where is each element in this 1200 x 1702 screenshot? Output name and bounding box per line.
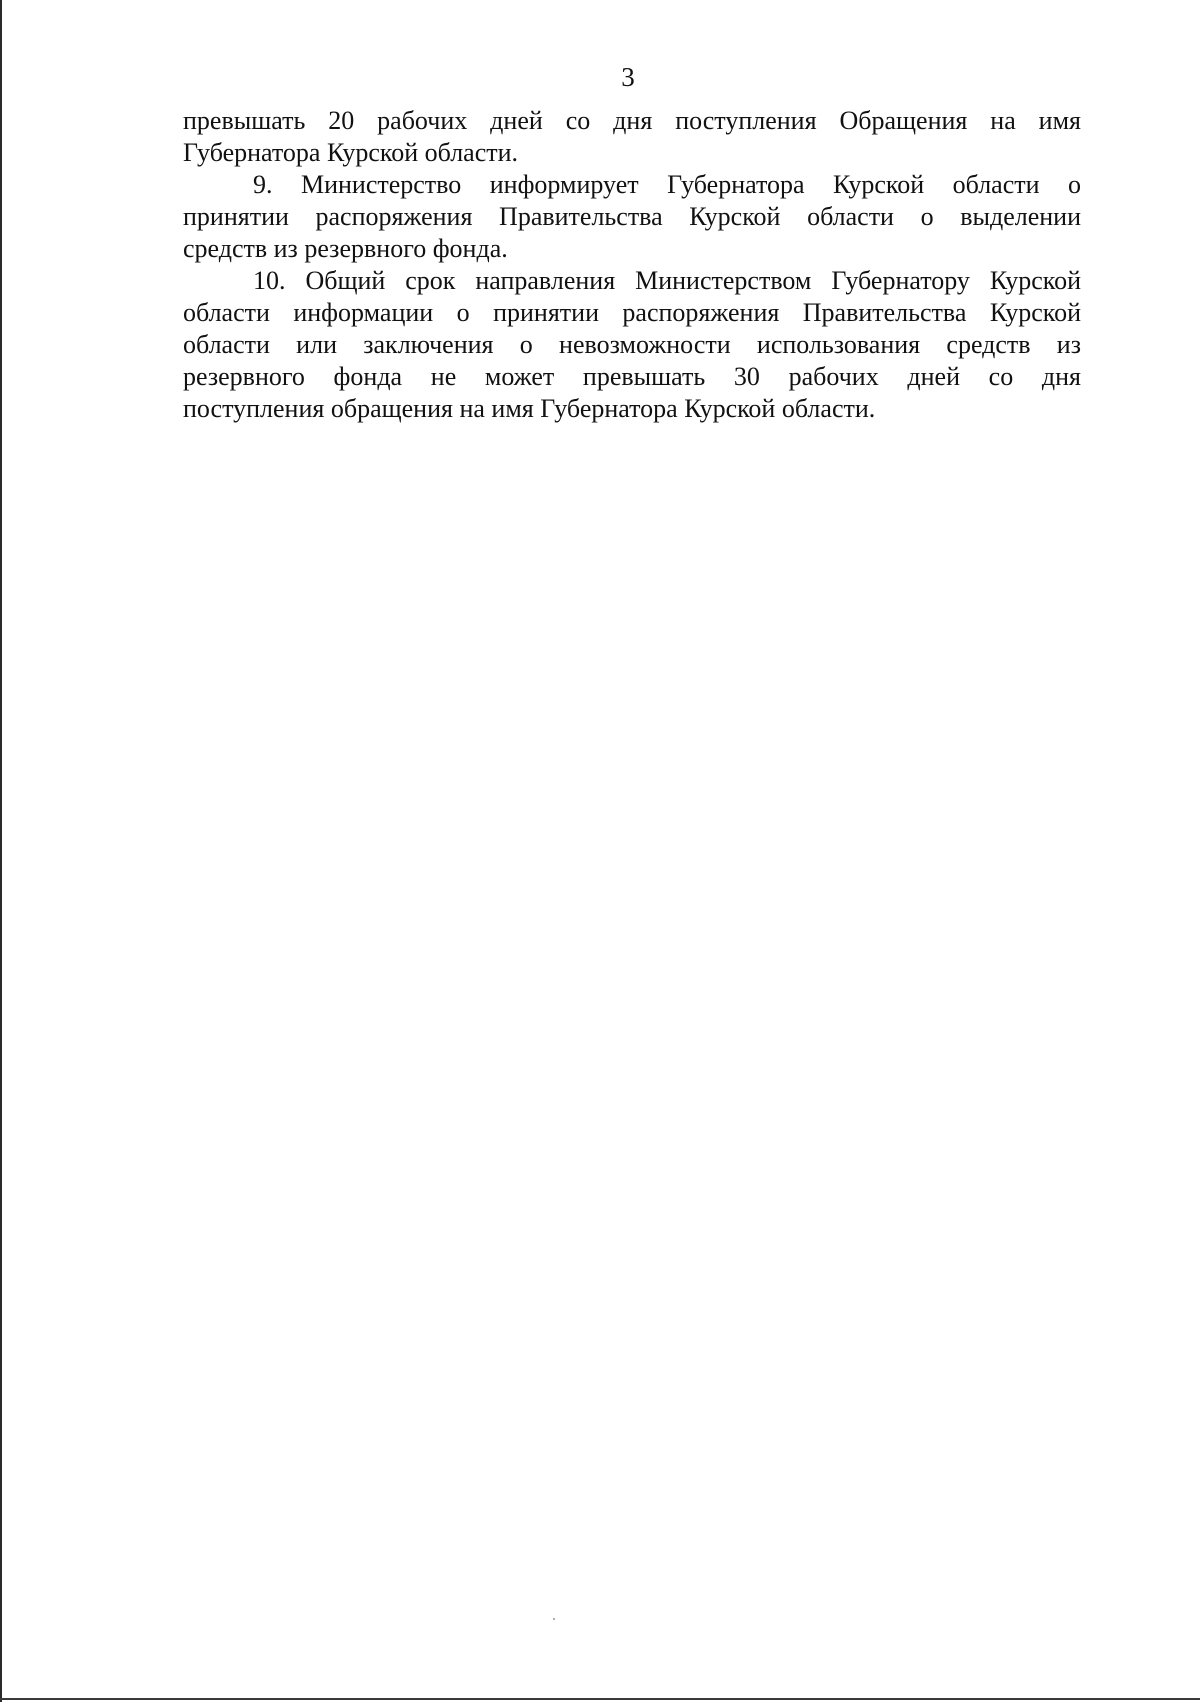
text-line: резервного фонда не может превышать 30 рабочих дней со дня <box>183 362 1081 391</box>
text-line: превышать 20 рабочих дней со дня поступления Обращения на имя <box>183 106 1081 135</box>
text-line: принятии распоряжения Правительства Курской области о выделении <box>183 202 1081 231</box>
page-number: 3 <box>621 62 635 92</box>
text-line: поступления обращения на имя Губернатора Курской области. <box>183 394 876 423</box>
text-line: средств из резервного фонда. <box>183 234 508 263</box>
scan-edge-bottom <box>0 1698 1200 1700</box>
scan-speck <box>553 1618 555 1620</box>
text-line: области информации о принятии распоряжения Правительства Курской <box>183 298 1081 327</box>
document-body <box>183 105 1081 425</box>
paragraph-9-start: 9. Министерство информирует Губернатора Курской области о <box>253 170 1081 199</box>
text-line: Губернатора Курской области. <box>183 138 519 167</box>
scan-edge-left <box>0 0 2 1702</box>
paragraph-10-start: 10. Общий срок направления Министерством Губернатору Курской <box>253 266 1081 295</box>
text-line: области или заключения о невозможности использования средств из <box>183 330 1081 359</box>
